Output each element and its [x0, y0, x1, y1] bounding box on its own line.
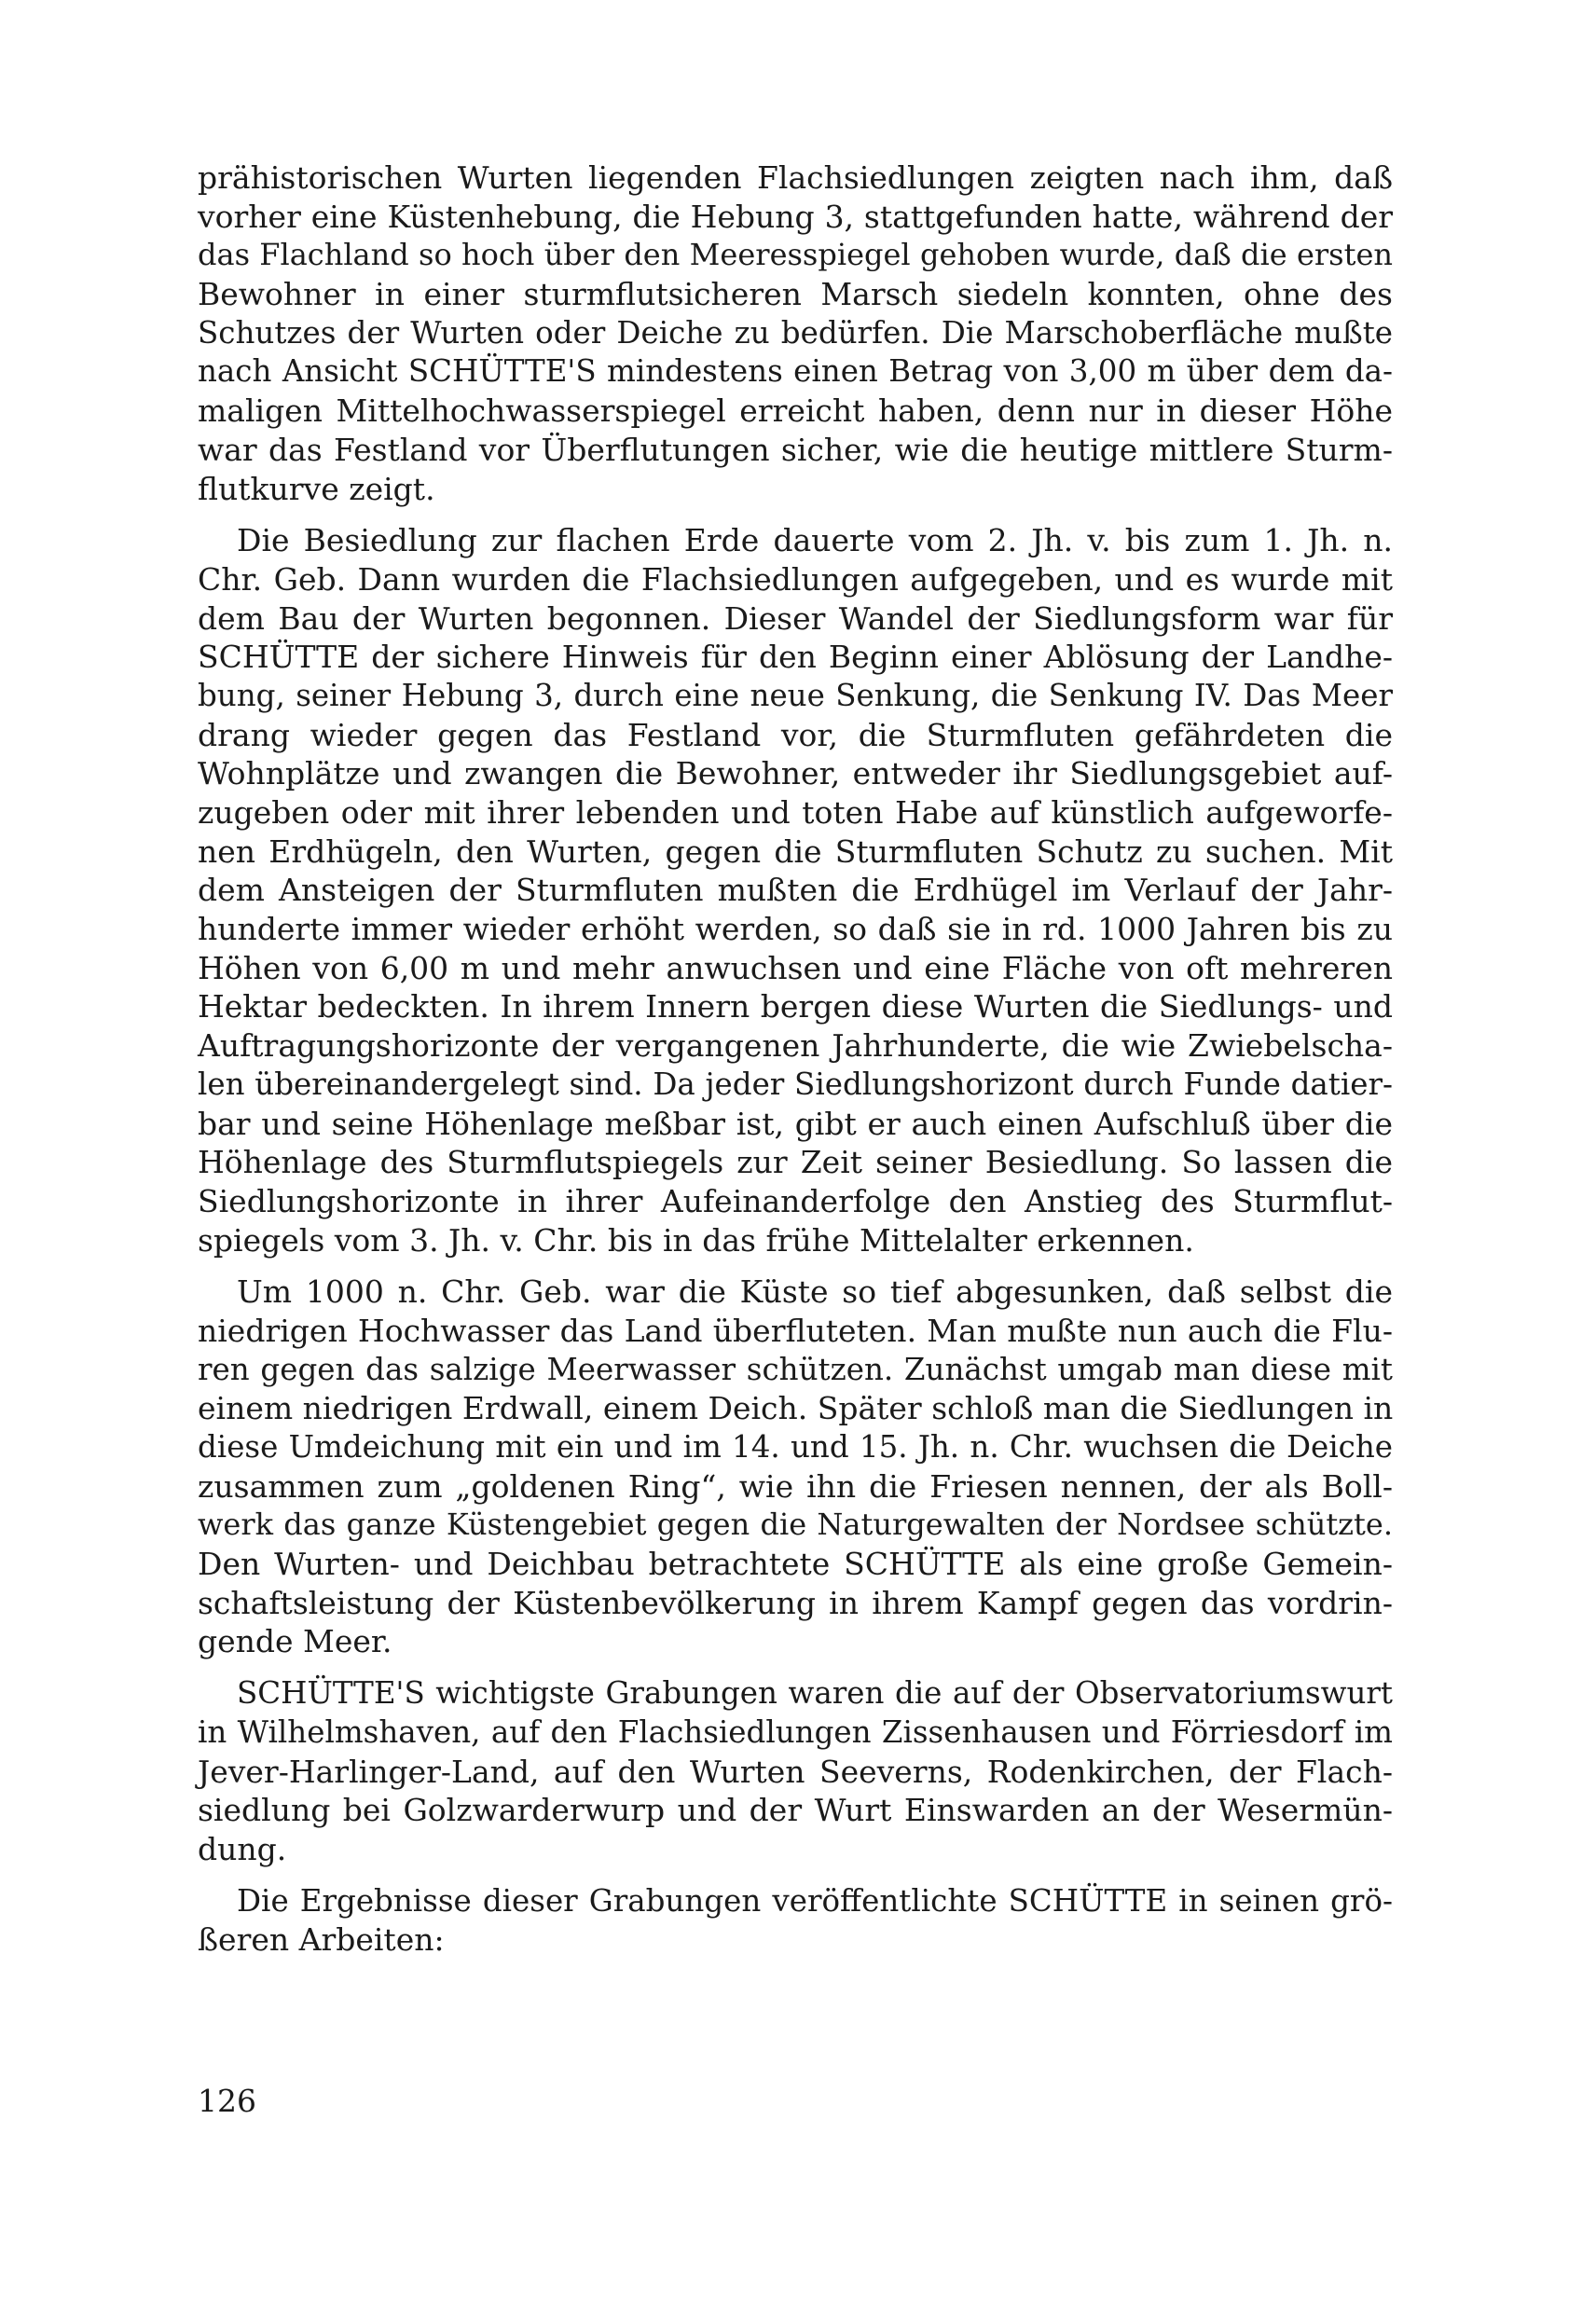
page-number: 126 — [198, 2083, 256, 2119]
text-line: Höhenlage des Sturmflutspiegels zur Zeit seiner Besiedlung. So lassen die — [198, 1144, 1393, 1181]
text-line: spiegels vom 3. Jh. v. Chr. bis in das frühe Mittelalter erkennen. — [198, 1221, 1194, 1259]
text-line: einem niedrigen Erdwall, einem Deich. Später schloß man die Siedlungen in — [198, 1390, 1394, 1427]
text-line: Die Ergebnisse dieser Grabungen veröffentlichte SCHÜTTE in seinen grö- — [237, 1882, 1393, 1919]
text-line: nen Erdhügeln, den Wurten, gegen die Sturmfluten Schutz zu suchen. Mit — [198, 833, 1393, 870]
text-line: diese Umdeichung mit ein und im 14. und 15. Jh. n. Chr. wuchsen die Deiche — [198, 1429, 1393, 1465]
text-line: gende Meer. — [198, 1623, 392, 1660]
text-line: niedrigen Hochwasser das Land überfluteten. Man mußte nun auch die Flu- — [198, 1312, 1393, 1349]
text-line: nach Ansicht SCHÜTTE'S mindestens einen Betrag von 3,00 m über dem da- — [198, 353, 1393, 390]
text-line: flutkurve zeigt. — [198, 470, 435, 507]
text-line: Schutzes der Wurten oder Deiche zu bedürfen. Die Marschoberfläche mußte — [198, 314, 1393, 351]
text-line: dung. — [198, 1830, 287, 1867]
body-text — [198, 158, 1393, 1973]
text-line: das Flachland so hoch über den Meeresspiegel gehoben wurde, daß die ersten — [198, 237, 1393, 273]
text-line: len übereinandergelegt sind. Da jeder Siedlungshorizont durch Funde datier- — [198, 1066, 1393, 1102]
text-line: dem Bau der Wurten begonnen. Dieser Wandel der Siedlungsform war für — [198, 599, 1393, 637]
text-line: hunderte immer wieder erhöht werden, so daß sie in rd. 1000 Jahren bis zu — [198, 911, 1393, 948]
text-line: Die Besiedlung zur flachen Erde dauerte vom 2. Jh. v. bis zum 1. Jh. n. — [237, 522, 1393, 559]
text-line: Chr. Geb. Dann wurden die Flachsiedlungen aufgegeben, und es wurde mit — [198, 560, 1393, 598]
text-line: zugeben oder mit ihrer lebenden und toten Habe auf künstlich aufgeworfe- — [198, 794, 1393, 831]
text-line: vorher eine Küstenhebung, die Hebung 3, stattgefunden hatte, während der — [198, 198, 1393, 235]
text-line: Jever-Harlinger-Land, auf den Wurten Seeverns, Rodenkirchen, der Flach- — [198, 1753, 1393, 1790]
text-line: Den Wurten- und Deichbau betrachtete SCHÜTTE als eine große Gemein- — [198, 1546, 1393, 1583]
text-line: werk das ganze Küstengebiet gegen die Naturgewalten der Nordsee schützte. — [198, 1507, 1393, 1543]
paragraph-1 — [198, 158, 1393, 508]
text-line: Hektar bedeckten. In ihrem Innern bergen diese Wurten die Siedlungs- und — [198, 988, 1393, 1025]
text-line: prähistorischen Wurten liegenden Flachsiedlungen zeigten nach ihm, daß — [198, 159, 1393, 196]
text-line: war das Festland vor Überflutungen sicher, wie die heutige mittlere Sturm- — [198, 431, 1393, 468]
text-line: bar und seine Höhenlage meßbar ist, gibt er auch einen Aufschluß über die — [198, 1105, 1393, 1142]
text-line: SCHÜTTE'S wichtigste Grabungen waren die auf der Observatoriumswurt — [237, 1675, 1393, 1712]
text-line: dem Ansteigen der Sturmfluten mußten die Erdhügel im Verlauf der Jahr- — [198, 872, 1393, 909]
text-line: Auftragungshorizonte der vergangenen Jahrhunderte, die wie Zwiebelscha- — [198, 1027, 1393, 1065]
paragraph-2 — [198, 521, 1393, 1259]
text-line: Höhen von 6,00 m und mehr anwuchsen und eine Fläche von oft mehreren — [198, 949, 1393, 986]
text-line: bung, seiner Hebung 3, durch eine neue Senkung, die Senkung IV. Das Meer — [198, 677, 1393, 713]
text-line: ßeren Arbeiten: — [198, 1921, 445, 1959]
text-line: SCHÜTTE der sichere Hinweis für den Beginn einer Ablösung der Landhe- — [198, 639, 1393, 676]
text-line: schaftsleistung der Küstenbevölkerung in ihrem Kampf gegen das vordrin- — [198, 1584, 1393, 1621]
text-line: siedlung bei Golzwarderwurp und der Wurt Einswarden an der Wesermün- — [198, 1792, 1393, 1829]
text-line: ren gegen das salzige Meerwasser schützen. Zunächst umgab man diese mit — [198, 1351, 1393, 1387]
text-line: drang wieder gegen das Festland vor, die Sturmfluten gefährdeten die — [198, 716, 1393, 753]
text-line: Wohnplätze und zwangen die Bewohner, entweder ihr Siedlungsgebiet auf- — [198, 755, 1393, 792]
paragraph-3 — [198, 1273, 1393, 1661]
text-line: Um 1000 n. Chr. Geb. war die Küste so tief abgesunken, daß selbst die — [237, 1273, 1393, 1311]
text-line: Siedlungshorizonte in ihrer Aufeinanderfolge den Anstieg des Sturmflut- — [198, 1182, 1393, 1219]
text-line: zusammen zum „goldenen Ring“, wie ihn die Friesen nennen, der als Boll- — [198, 1467, 1393, 1505]
text-line: maligen Mittelhochwasserspiegel erreicht haben, denn nur in dieser Höhe — [198, 392, 1393, 430]
text-line: in Wilhelmshaven, auf den Flachsiedlungen Zissenhausen und Förriesdorf im — [198, 1713, 1393, 1750]
text-line: Bewohner in einer sturmflutsicheren Marsch siedeln konnten, ohne des — [198, 276, 1393, 313]
paragraph-5 — [198, 1882, 1393, 1960]
paragraph-4 — [198, 1674, 1393, 1868]
